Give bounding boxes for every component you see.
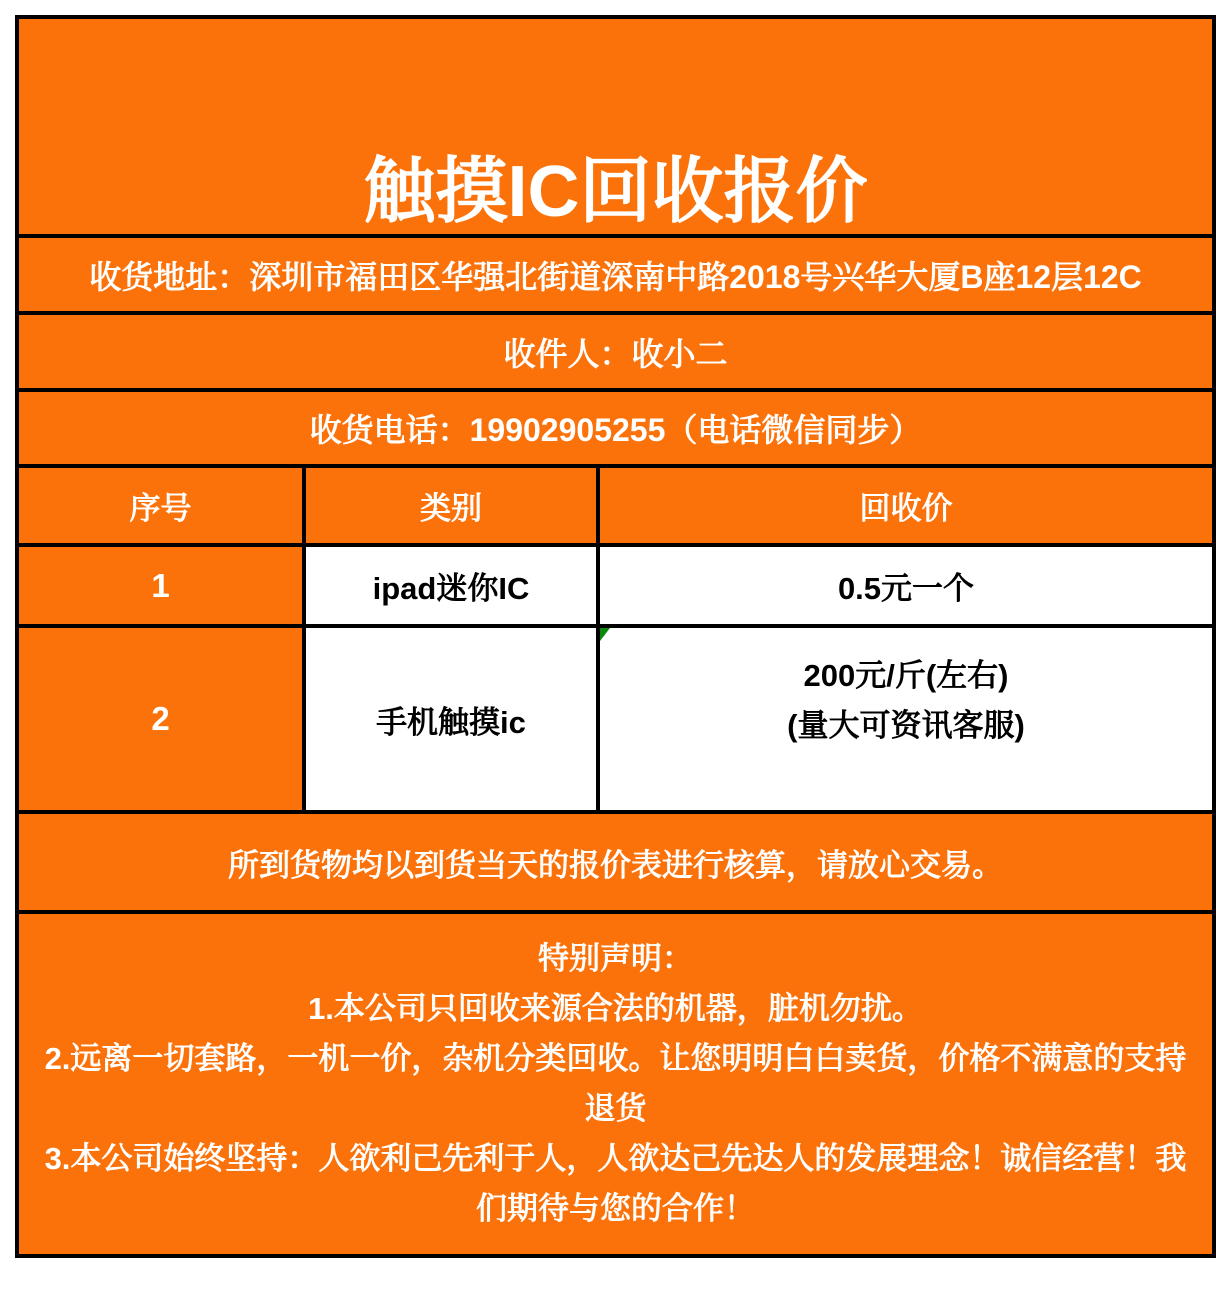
table-header-row xyxy=(19,468,1212,547)
row-index-cell: 1 xyxy=(19,547,302,624)
address-line: 收货地址：深圳市福田区华强北街道深南中路2018号兴华大厦B座12层12C xyxy=(19,238,1212,315)
table-row xyxy=(19,628,1212,814)
statement-block xyxy=(19,914,1212,1254)
statement-line: 们期待与您的合作！ xyxy=(476,1191,755,1226)
price-cell xyxy=(596,628,1212,810)
price-sheet xyxy=(15,15,1216,1258)
notice-line: 所到货物均以到货当天的报价表进行核算，请放心交易。 xyxy=(19,814,1212,914)
statement-line: 1.本公司只回收来源合法的机器，脏机勿扰。 xyxy=(308,991,923,1026)
price-line: (量大可资讯客服) xyxy=(787,708,1025,743)
row-index-cell: 2 xyxy=(19,628,302,810)
price-cell: 0.5元一个 xyxy=(596,547,1212,624)
col-header-category: 类别 xyxy=(302,468,596,543)
statement-line: 2.远离一切套路，一机一价，杂机分类回收。让您明明白白卖货，价格不满意的支持 xyxy=(44,1041,1187,1076)
statement-heading: 特别声明： xyxy=(538,941,693,976)
phone-line: 收货电话：19902905255（电话微信同步） xyxy=(19,392,1212,468)
col-header-price: 回收价 xyxy=(596,468,1212,543)
col-header-index: 序号 xyxy=(19,468,302,543)
table-row xyxy=(19,547,1212,628)
statement-line: 3.本公司始终坚持：人欲利己先利于人，人欲达己先达人的发展理念！诚信经营！我 xyxy=(44,1141,1187,1176)
page-title: 触摸IC回收报价 xyxy=(19,19,1212,238)
statement-line: 退货 xyxy=(584,1091,647,1126)
recipient-line: 收件人：收小二 xyxy=(19,315,1212,392)
cell-flag-icon xyxy=(600,628,610,641)
category-cell: ipad迷你IC xyxy=(302,547,596,624)
category-cell: 手机触摸ic xyxy=(302,628,596,810)
price-line: 200元/斤(左右) xyxy=(803,658,1009,693)
